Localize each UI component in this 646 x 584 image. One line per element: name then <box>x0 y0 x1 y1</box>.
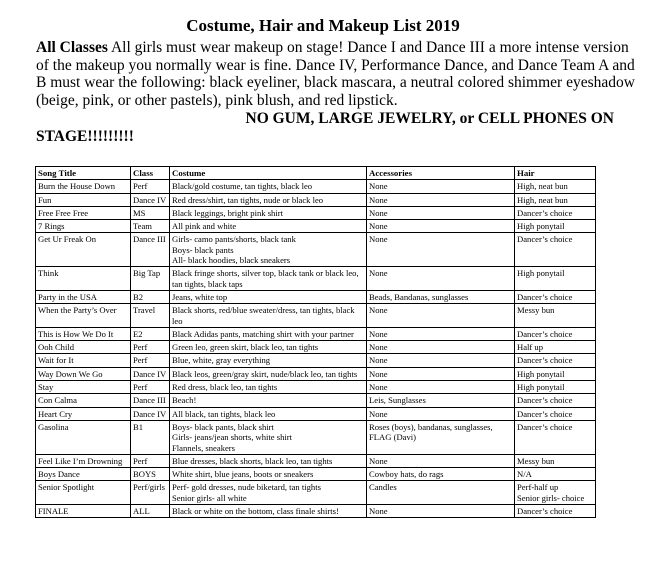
song-title-cell: Boys Dance <box>36 468 131 481</box>
table-header-row <box>36 167 596 180</box>
accessories-cell-line: None <box>369 181 388 192</box>
song-title-cell: Stay <box>36 381 131 394</box>
costume-cell <box>170 381 367 394</box>
song-title-cell: Get Ur Freak On <box>36 233 131 267</box>
hair-cell-line: Dancer’s choice <box>517 506 573 517</box>
song-title-cell: Think <box>36 267 131 291</box>
accessories-cell <box>367 407 515 420</box>
hair-cell-line: Dancer’s choice <box>517 395 573 406</box>
song-title-cell: Fun <box>36 193 131 206</box>
costume-cell <box>170 420 367 454</box>
hair-cell-line: High, neat bun <box>517 181 568 192</box>
accessories-cell-line: None <box>369 368 388 379</box>
accessories-cell-line: None <box>369 268 388 279</box>
song-title-cell: Feel Like I’m Drowning <box>36 454 131 467</box>
costume-cell-line: Black fringe shorts, silver top, black tank or black leo, tan tights, black taps <box>172 268 359 289</box>
class-cell: Big Tap <box>131 267 170 291</box>
hair-cell <box>515 206 596 219</box>
accessories-cell <box>367 381 515 394</box>
hair-cell-line: Dancer’s choice <box>517 291 573 302</box>
header-class: Class <box>131 167 170 180</box>
hair-cell <box>515 354 596 367</box>
table-row <box>36 381 596 394</box>
class-cell: Perf <box>131 381 170 394</box>
hair-cell <box>515 327 596 340</box>
intro-text: All girls must wear makeup on stage! Dance I and Dance III a more intense version of the makeup you normally wear is fine. Dance IV, Performance Dance, and Dance Team A and B must wear the following: black eyeliner, black mascara, a neutral colored shimmer eyeshadow (beige, pink, or other pastels), pink blush, and red lipstick. <box>36 39 635 109</box>
accessories-cell-line: None <box>369 328 388 339</box>
hair-cell <box>515 468 596 481</box>
header-song-title: Song Title <box>36 167 131 180</box>
class-cell: Perf/girls <box>131 481 170 505</box>
accessories-cell-line: None <box>369 455 388 466</box>
class-cell: MS <box>131 206 170 219</box>
costume-cell-line: Blue, white, gray everything <box>172 355 271 366</box>
hair-cell-line: High, neat bun <box>517 194 568 205</box>
song-title-cell: Wait for It <box>36 354 131 367</box>
accessories-cell-line: None <box>369 221 388 232</box>
hair-cell <box>515 267 596 291</box>
hair-cell-line: Half up <box>517 342 544 353</box>
costume-cell <box>170 327 367 340</box>
hair-cell-line: High ponytail <box>517 268 565 279</box>
hair-cell <box>515 180 596 193</box>
class-cell: Perf <box>131 180 170 193</box>
costume-cell-line: Black Adidas pants, matching shirt with your partner <box>172 328 354 339</box>
class-cell: Dance IV <box>131 407 170 420</box>
class-cell: Perf <box>131 341 170 354</box>
warning-notice <box>36 110 636 146</box>
costume-cell <box>170 180 367 193</box>
accessories-cell-line: Roses (boys), bandanas, sunglasses, FLAG (Davi) <box>369 421 493 443</box>
accessories-cell <box>367 468 515 481</box>
costume-cell-line: Perf- gold dresses, nude biketard, tan tights <box>172 482 321 493</box>
costume-cell <box>170 481 367 505</box>
costume-cell <box>170 354 367 367</box>
song-title-cell: Burn the House Down <box>36 180 131 193</box>
intro-bold-lead: All Classes <box>36 39 108 56</box>
warning-line-1: NO GUM, LARGE JEWELRY, or CELL PHONES ON <box>245 110 614 127</box>
table-body <box>36 180 596 518</box>
hair-cell <box>515 304 596 328</box>
accessories-cell <box>367 233 515 267</box>
table-row <box>36 394 596 407</box>
song-title-cell: Ooh Child <box>36 341 131 354</box>
costume-cell <box>170 407 367 420</box>
table-row <box>36 420 596 454</box>
hair-cell <box>515 454 596 467</box>
costume-cell-line: Girls- camo pants/shorts, black tank <box>172 234 296 245</box>
costume-cell <box>170 267 367 291</box>
class-cell: B1 <box>131 420 170 454</box>
accessories-cell-line: Beads, Bandanas, sunglasses <box>369 291 469 302</box>
accessories-cell <box>367 180 515 193</box>
costume-cell-line: Green leo, green skirt, black leo, tan tights <box>172 342 319 353</box>
class-cell: Team <box>131 220 170 233</box>
table-row <box>36 290 596 303</box>
costume-cell <box>170 341 367 354</box>
costume-cell-line: Black/gold costume, tan tights, black leo <box>172 181 313 192</box>
table-row <box>36 354 596 367</box>
table-row <box>36 180 596 193</box>
costume-cell-line: Flannels, sneakers <box>172 442 236 453</box>
hair-cell <box>515 407 596 420</box>
class-cell: Dance III <box>131 233 170 267</box>
accessories-cell-line: None <box>369 506 388 517</box>
header-accessories: Accessories <box>367 167 515 180</box>
accessories-cell <box>367 394 515 407</box>
hair-cell <box>515 505 596 518</box>
hair-cell-line: Dancer’s choice <box>517 328 573 339</box>
hair-cell <box>515 341 596 354</box>
costume-cell-line: Beach! <box>172 395 197 406</box>
hair-cell <box>515 220 596 233</box>
table-row <box>36 193 596 206</box>
hair-cell <box>515 193 596 206</box>
song-title-cell: 7 Rings <box>36 220 131 233</box>
accessories-cell-line: Leis, Sunglasses <box>369 395 426 406</box>
class-cell: BOYS <box>131 468 170 481</box>
class-cell: Travel <box>131 304 170 328</box>
table-row <box>36 267 596 291</box>
song-title-cell: This is How We Do It <box>36 327 131 340</box>
table-row <box>36 468 596 481</box>
accessories-cell <box>367 420 515 454</box>
table-row <box>36 233 596 267</box>
song-title-cell: Party in the USA <box>36 290 131 303</box>
class-cell: Dance IV <box>131 367 170 380</box>
accessories-cell-line: None <box>369 355 388 366</box>
hair-cell-line: High ponytail <box>517 221 565 232</box>
costume-cell <box>170 367 367 380</box>
header-costume: Costume <box>170 167 367 180</box>
costume-cell-line: Boys- black pants <box>172 244 234 255</box>
accessories-cell-line: None <box>369 194 388 205</box>
hair-cell-line: Senior girls- choice <box>517 492 585 503</box>
hair-cell-line: Messy bun <box>517 305 555 316</box>
costume-cell-line: Boys- black pants, black shirt <box>172 421 274 432</box>
costume-cell-line: Red dress/shirt, tan tights, nude or black leo <box>172 194 324 205</box>
accessories-cell-line: None <box>369 382 388 393</box>
costume-cell-line: All pink and white <box>172 221 237 232</box>
accessories-cell-line: None <box>369 342 388 353</box>
costume-cell-line: Jeans, white top <box>172 291 228 302</box>
hair-cell-line: Dancer’s choice <box>517 234 573 245</box>
costume-cell-line: Blue dresses, black shorts, black leo, tan tights <box>172 455 333 466</box>
costume-cell <box>170 505 367 518</box>
costume-cell-line: All- black hoodies, black sneakers <box>172 255 291 266</box>
accessories-cell-line: None <box>369 234 388 245</box>
accessories-cell-line: None <box>369 305 388 316</box>
accessories-cell <box>367 206 515 219</box>
hair-cell-line: Messy bun <box>517 455 555 466</box>
accessories-cell <box>367 354 515 367</box>
table-row <box>36 341 596 354</box>
costume-cell <box>170 233 367 267</box>
hair-cell-line: Dancer’s choice <box>517 421 573 432</box>
song-title-cell: Con Calma <box>36 394 131 407</box>
table-row <box>36 220 596 233</box>
song-title-cell: Senior Spotlight <box>36 481 131 505</box>
hair-cell <box>515 367 596 380</box>
costume-cell <box>170 290 367 303</box>
hair-cell-line: Dancer’s choice <box>517 408 573 419</box>
accessories-cell <box>367 290 515 303</box>
class-cell: ALL <box>131 505 170 518</box>
song-title-cell: FINALE <box>36 505 131 518</box>
hair-cell-line: N/A <box>517 469 532 480</box>
accessories-cell <box>367 481 515 505</box>
accessories-cell <box>367 267 515 291</box>
hair-cell-line: High ponytail <box>517 382 565 393</box>
song-title-cell: When the Party’s Over <box>36 304 131 328</box>
costume-cell <box>170 394 367 407</box>
table-row <box>36 206 596 219</box>
hair-cell <box>515 233 596 267</box>
table-row <box>36 327 596 340</box>
hair-cell-line: Dancer’s choice <box>517 207 573 218</box>
hair-cell <box>515 290 596 303</box>
accessories-cell <box>367 220 515 233</box>
accessories-cell <box>367 505 515 518</box>
accessories-cell <box>367 367 515 380</box>
accessories-cell-line: None <box>369 408 388 419</box>
accessories-cell <box>367 327 515 340</box>
hair-cell <box>515 381 596 394</box>
hair-cell <box>515 481 596 505</box>
table-row <box>36 407 596 420</box>
header-hair: Hair <box>515 167 596 180</box>
costume-cell-line: Black or white on the bottom, class finale shirts! <box>172 506 339 517</box>
accessories-cell <box>367 341 515 354</box>
accessories-cell <box>367 454 515 467</box>
class-cell: B2 <box>131 290 170 303</box>
intro-paragraph <box>36 39 636 109</box>
class-cell: E2 <box>131 327 170 340</box>
accessories-cell-line: Candles <box>369 482 397 493</box>
accessories-cell-line: None <box>369 207 388 218</box>
accessories-cell <box>367 193 515 206</box>
accessories-cell-line: Cowboy hats, do rags <box>369 469 444 480</box>
costume-table <box>35 166 596 518</box>
song-title-cell: Free Free Free <box>36 206 131 219</box>
costume-cell <box>170 304 367 328</box>
costume-cell-line: Black shorts, red/blue sweater/dress, tan tights, black leo <box>172 305 355 326</box>
warning-line-2: STAGE!!!!!!!!! <box>36 128 134 145</box>
hair-cell-line: Dancer’s choice <box>517 355 573 366</box>
costume-cell-line: Black leggings, bright pink shirt <box>172 207 283 218</box>
hair-cell <box>515 420 596 454</box>
costume-cell-line: All black, tan tights, black leo <box>172 408 276 419</box>
hair-cell-line: Perf-half up <box>517 482 559 493</box>
costume-cell <box>170 220 367 233</box>
hair-cell-line: High ponytail <box>517 368 565 379</box>
costume-cell-line: Girls- jeans/jean shorts, white shirt <box>172 432 293 443</box>
costume-cell-line: Red dress, black leo, tan tights <box>172 382 278 393</box>
class-cell: Dance III <box>131 394 170 407</box>
class-cell: Perf <box>131 354 170 367</box>
accessories-cell <box>367 304 515 328</box>
table-row <box>36 367 596 380</box>
page-title: Costume, Hair and Makeup List 2019 <box>186 16 460 35</box>
costume-cell <box>170 454 367 467</box>
table-row <box>36 505 596 518</box>
costume-cell-line: White shirt, blue jeans, boots or sneakers <box>172 469 314 480</box>
table-row <box>36 481 596 505</box>
costume-cell <box>170 193 367 206</box>
song-title-cell: Heart Cry <box>36 407 131 420</box>
song-title-cell: Way Down We Go <box>36 367 131 380</box>
table-row <box>36 454 596 467</box>
song-title-cell: Gasolina <box>36 420 131 454</box>
costume-cell-line: Senior girls- all white <box>172 492 247 503</box>
class-cell: Dance IV <box>131 193 170 206</box>
costume-cell <box>170 206 367 219</box>
table-row <box>36 304 596 328</box>
hair-cell <box>515 394 596 407</box>
costume-cell-line: Black leos, green/gray skirt, nude/black leo, tan tights <box>172 368 358 379</box>
class-cell: Perf <box>131 454 170 467</box>
costume-cell <box>170 468 367 481</box>
